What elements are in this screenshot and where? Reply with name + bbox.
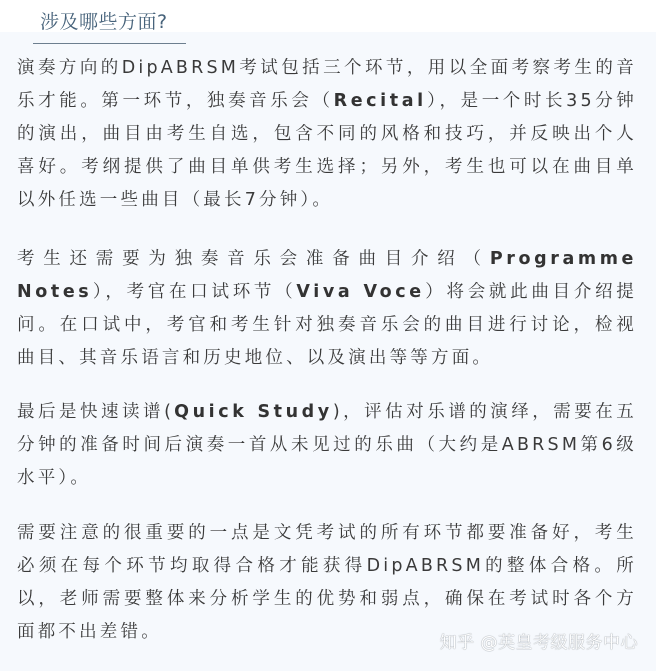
section-heading: 涉及哪些方面? [40, 11, 168, 33]
zhihu-watermark: 知乎 @英皇考级服务中心 [439, 633, 638, 653]
bold-term: Viva Voce [296, 282, 425, 302]
bold-term: Programme Notes [17, 249, 637, 302]
paragraph-recital [17, 52, 637, 217]
bold-term: Recital [333, 91, 427, 111]
paragraph-programme-notes [17, 243, 637, 375]
text-segment: 演奏方向的DipABRSM考试包括三个环节，用以全面考察考生的音乐才能。第一环节，独奏音乐会（ [17, 58, 637, 111]
text-segment: 考生还需要为独奏音乐会准备曲目介绍（ [17, 249, 490, 269]
text-segment: ）将会就此曲目介绍提问。在口试中，考官和考生针对独奏音乐会的曲目进行讨论，检视曲目、其音乐语言和历史地位、以及演出等等方面。 [17, 282, 638, 368]
text-segment: 需要注意的很重要的一点是文凭考试的所有环节都要准备好，考生必须在每个环节均取得合格才能获得DipABRSM的整体合格。所以，老师需要整体来分析学生的优势和弱点，确保在考试时各个方面都不出差错。 [17, 523, 637, 642]
text-segment: ），是一个时长35分钟的演出，曲目由考生自选，包含不同的风格和技巧，并反映出个人喜好。考纲提供了曲目单供考生选择；另外，考生也可以在曲目单以外任选一些曲目（最长7分钟）。 [17, 91, 638, 210]
text-segment: 最后是快速读谱( [17, 402, 175, 422]
paragraph-quick-study [17, 396, 637, 495]
text-segment: )，评估对乐谱的演绎，需要在五分钟的准备时间后演奏一首从未见过的乐曲（大约是ABRSM第6级水平）。 [17, 402, 637, 488]
text-segment: ），考官在口试环节（ [92, 282, 297, 302]
heading-underline [33, 43, 186, 44]
bold-term: Quick Study [174, 402, 333, 422]
